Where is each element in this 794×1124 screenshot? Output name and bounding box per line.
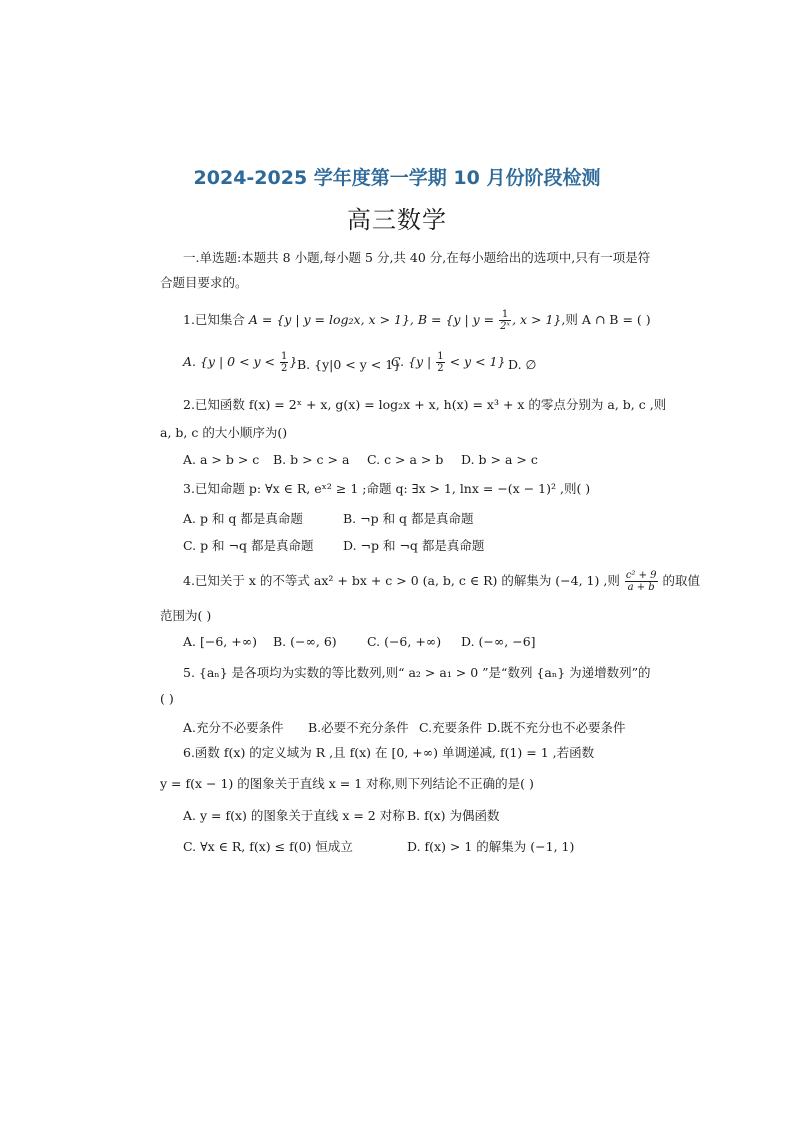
q6-option-b: B. f(x) 为偶函数 (407, 808, 500, 823)
q1-opt-c-denominator: 2 (437, 363, 444, 374)
q1-frac-denominator: 2ˣ (500, 321, 511, 332)
q1-set-b-post: , x > 1} (512, 312, 562, 327)
q1-pre: 1.已知集合 (183, 312, 249, 327)
q3-line1: 3.已知命题 p: ∀x ∈ R, eˣ² ≥ 1 ;命题 q: ∃x > 1, lnx = −(x − 1)² ,则( ) (183, 481, 591, 496)
q4-line2: 范围为( ) (160, 608, 212, 623)
q4-option-a: A. [−6, +∞) (183, 634, 257, 649)
section-instructions-line1: 一.单选题:本题共 8 小题,每小题 5 分,共 40 分,在每小题给出的选项中,只有一项是符 (183, 250, 651, 265)
section-instructions-line2: 合题目要求的。 (160, 275, 248, 290)
q5-option-a: A.充分不必要条件 (183, 720, 284, 735)
exam-subject: 高三数学 (347, 206, 447, 234)
q6-option-a: A. y = f(x) 的图象关于直线 x = 2 对称 (183, 808, 405, 823)
q1-opt-a-fraction (280, 351, 288, 374)
q3-option-a: A. p 和 q 都是真命题 (183, 511, 303, 526)
q2-option-c: C. c > a > b (367, 452, 444, 467)
q1-stem (183, 309, 651, 332)
q1-set-a: A = {y | y = log₂x, x > 1} (248, 312, 410, 327)
q1-frac-numerator: 1 (499, 309, 511, 321)
q2-option-b: B. b > c > a (273, 452, 350, 467)
q4-line1 (183, 570, 700, 593)
q5-option-d: D.既不充分也不必要条件 (487, 720, 626, 735)
q1-opt-a-pre: A. {y | 0 < y < (183, 354, 280, 369)
q4-fraction (625, 570, 658, 593)
q2-option-a: A. a > b > c (183, 452, 260, 467)
q1-option-b: B. {y|0 < y < 1} (297, 357, 402, 372)
q1-fraction (499, 309, 511, 332)
q1-opt-a-post: } (289, 354, 298, 369)
q4-frac-denominator: a + b (627, 582, 655, 593)
q2-line2: a, b, c 的大小顺序为() (160, 425, 288, 440)
q1-post: ,则 A ∩ B = ( ) (561, 312, 651, 327)
q4-post: 的取值 (658, 573, 701, 588)
q1-opt-c-post: < y < 1} (445, 354, 506, 369)
q6-option-c: C. ∀x ∈ R, f(x) ≤ f(0) 恒成立 (183, 839, 353, 854)
q5-line2: ( ) (160, 691, 174, 706)
q5-option-c: C.充要条件 (419, 720, 483, 735)
exam-title: 2024-2025 学年度第一学期 10 月份阶段检测 (193, 167, 601, 189)
q3-option-d: D. ¬p 和 ¬q 都是真命题 (343, 538, 485, 553)
q5-line1: 5. {aₙ} 是各项均为实数的等比数列,则“ a₂ > a₁ > 0 ”是“数列 {aₙ} 为递增数列”的 (183, 665, 651, 680)
q1-opt-c-fraction (436, 351, 444, 374)
q4-option-d: D. (−∞, −6] (461, 634, 536, 649)
q4-pre: 4.已知关于 x 的不等式 ax² + bx + c > 0 (a, b, c ∈ R) 的解集为 (−4, 1) ,则 (183, 573, 624, 588)
q3-option-c: C. p 和 ¬q 都是真命题 (183, 538, 314, 553)
q4-option-b: B. (−∞, 6) (273, 634, 337, 649)
q1-set-b-pre: , B = {y | y = (409, 312, 499, 327)
q5-option-b: B.必要不充分条件 (308, 720, 409, 735)
q2-option-d: D. b > a > c (461, 452, 538, 467)
q6-option-d: D. f(x) > 1 的解集为 (−1, 1) (407, 839, 575, 854)
q3-option-b: B. ¬p 和 q 都是真命题 (343, 511, 474, 526)
q1-option-c (391, 351, 505, 374)
q6-line1: 6.函数 f(x) 的定义域为 R ,且 f(x) 在 [0, +∞) 单调递减, f(1) = 1 ,若函数 (183, 745, 595, 760)
q6-line2: y = f(x − 1) 的图象关于直线 x = 1 对称,则下列结论不正确的是( ) (160, 776, 534, 791)
q2-line1: 2.已知函数 f(x) = 2ˣ + x, g(x) = log₂x + x, h(x) = x³ + x 的零点分别为 a, b, c ,则 (183, 397, 667, 412)
q1-opt-c-pre: C. {y | (391, 354, 436, 369)
q1-option-d: D. ∅ (508, 357, 537, 372)
q1-option-a (183, 351, 297, 374)
q4-option-c: C. (−6, +∞) (367, 634, 442, 649)
q1-opt-a-numerator: 1 (281, 351, 288, 362)
q4-frac-numerator: c² + 9 (625, 570, 657, 581)
q1-opt-c-numerator: 1 (437, 351, 444, 362)
q1-opt-a-denominator: 2 (281, 363, 288, 374)
